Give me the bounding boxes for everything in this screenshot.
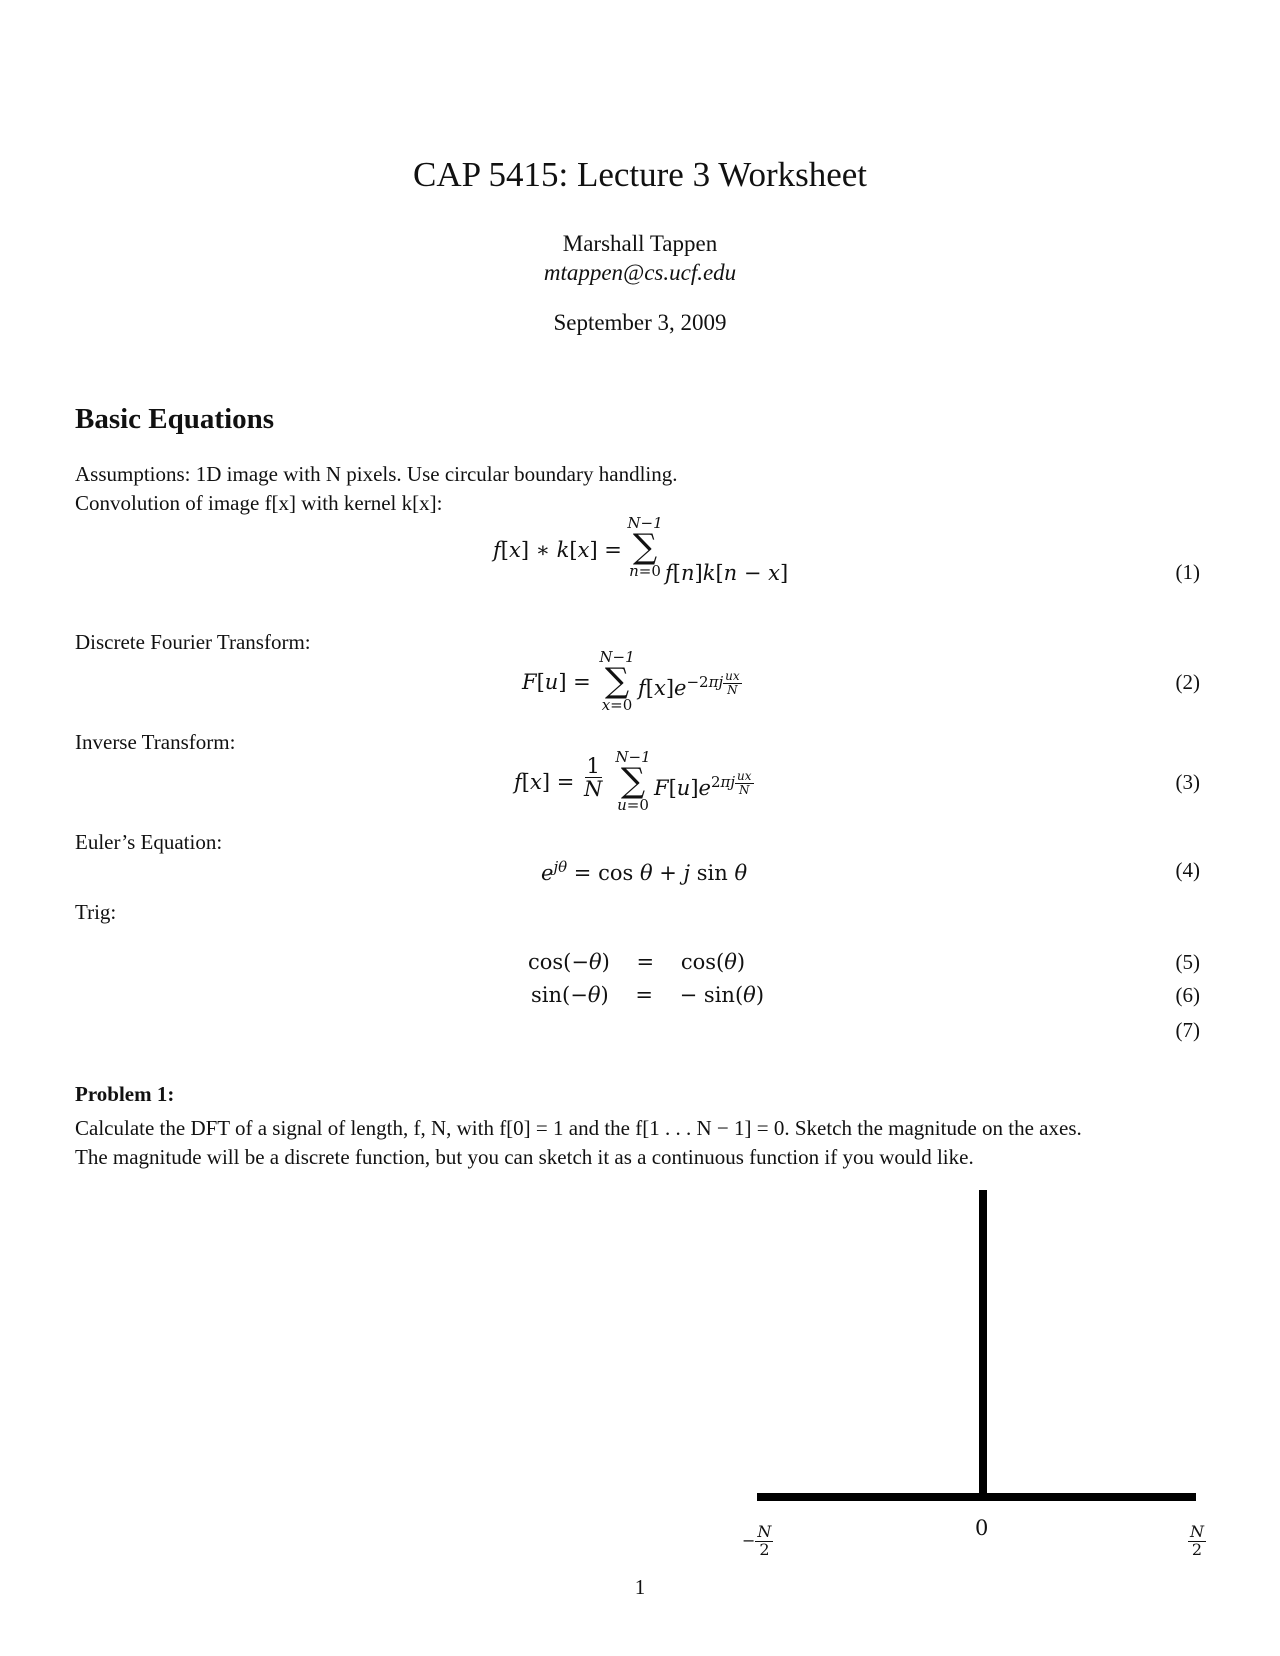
equation-cos-even: cos(−θ) = cos(θ) [528, 950, 746, 974]
author-name: Marshall Tappen [562, 231, 718, 256]
euler-text: Euler’s Equation: [75, 830, 223, 854]
equation-number-1: (1) [1175, 560, 1200, 584]
trig-text: Trig: [75, 900, 117, 924]
problem-line-2: The magnitude will be a discrete function, but you can sketch it as a continuous function if you would like. [75, 1145, 974, 1169]
page-number: 1 [634, 1575, 646, 1599]
document-date: September 3, 2009 [553, 310, 727, 335]
section-heading: Basic Equations [75, 403, 275, 435]
sum-symbol-3: N−1 ∑ u=0 [615, 748, 651, 814]
assumptions-text: Assumptions: 1D image with N pixels. Use circular boundary handling. [75, 462, 678, 486]
axis-label-neg-half-n: − $\frac{N}{2}$ [742, 1522, 772, 1559]
equation-number-5: (5) [1175, 950, 1200, 974]
equation-euler: $e^{j\theta} = \cos \theta + j$ sin θ [541, 858, 748, 885]
problem-heading: Problem 1: [75, 1082, 175, 1106]
equation-number-4: (4) [1175, 858, 1200, 882]
author-email: mtappen@cs.ucf.edu [543, 260, 737, 285]
equation-sin-odd: sin(−θ) = − sin(θ) [531, 983, 765, 1007]
equation-number-6: (6) [1175, 983, 1200, 1007]
inverse-text: Inverse Transform: [75, 730, 236, 754]
equation-number-7: (7) [1175, 1018, 1200, 1042]
equation-number-2: (2) [1175, 670, 1200, 694]
equation-convolution: f[x] ∗ k[x] = [493, 538, 622, 562]
page-title: CAP 5415: Lecture 3 Worksheet [412, 155, 868, 194]
equation-inverse-fraction: $\frac{1}{N}$ [584, 754, 603, 802]
equation-dft-rhs: $f[x]e^{-2\pi j \frac{ux}{N}}$ [638, 669, 740, 701]
equation-number-3: (3) [1175, 770, 1200, 794]
axis-label-half-n: $\frac{N}{2}$ [1190, 1522, 1204, 1559]
sum-symbol-1: N−1 ∑ n=0 [627, 514, 663, 580]
dft-text: Discrete Fourier Transform: [75, 630, 311, 654]
sum-symbol-2: N−1 ∑ x=0 [599, 648, 635, 714]
equation-inverse: f[x] = [514, 770, 575, 794]
convolution-text: Convolution of image f[x] with kernel k[x]: [75, 491, 443, 515]
equation-dft: F[u] = [522, 670, 591, 694]
equation-inverse-rhs: $F[u]e^{2\pi j \frac{ux}{N}}$ [654, 769, 752, 801]
problem-line-1: Calculate the DFT of a signal of length, f, N, with f[0] = 1 and the f[1 . . . N − 1] = 0. Sketch the magnitude on the axes. [75, 1116, 1082, 1140]
axis-label-zero: 0 [975, 1516, 989, 1540]
equation-convolution-rhs: f[n]k[n − x] [665, 561, 789, 585]
